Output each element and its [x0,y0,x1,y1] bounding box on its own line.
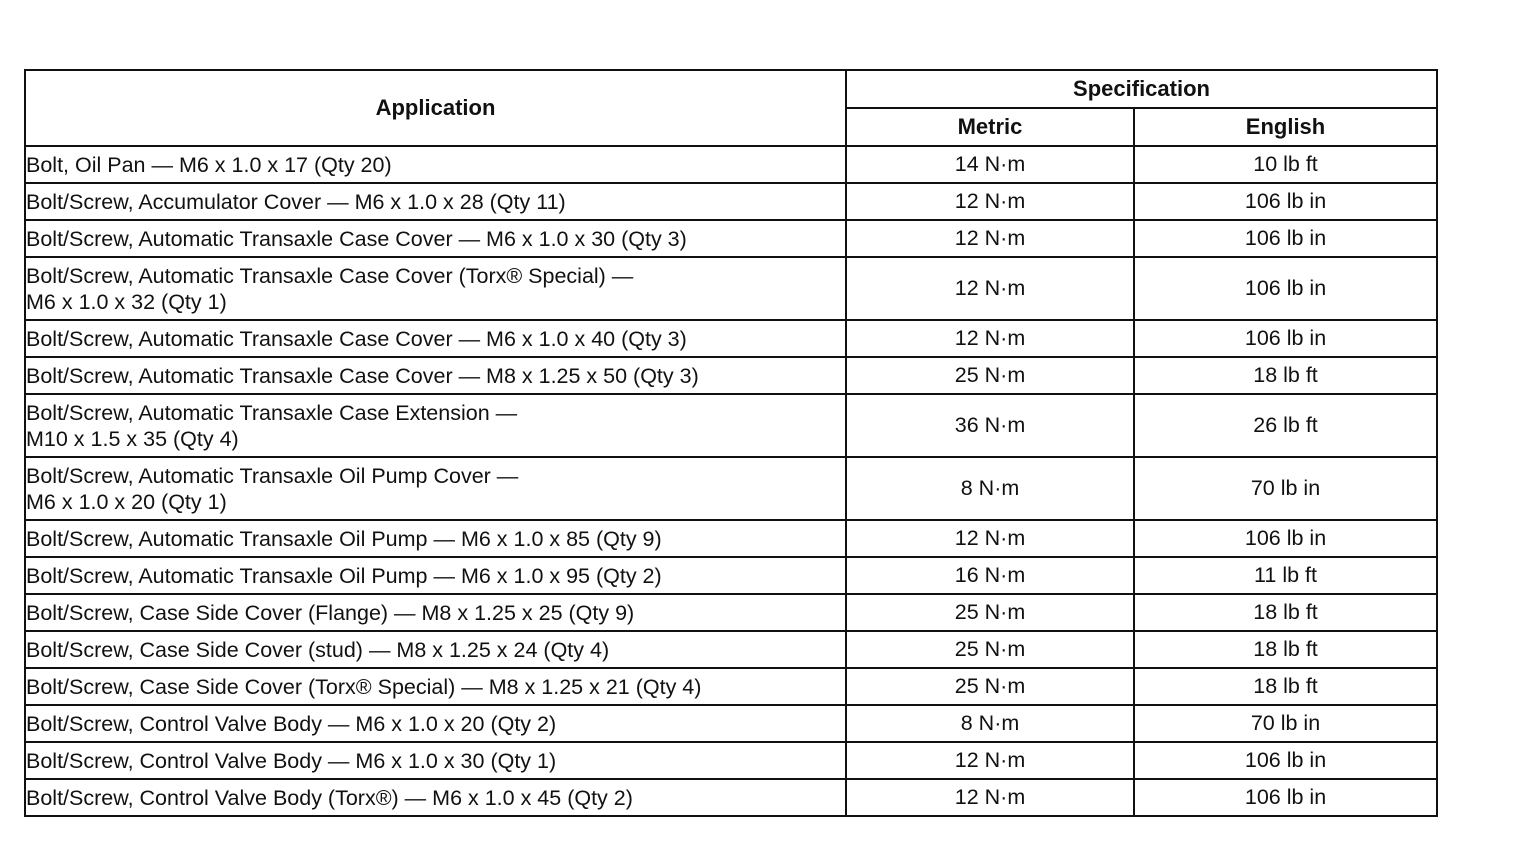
cell-metric: 16 N·m [846,557,1134,594]
table-row [25,146,1437,183]
cell-metric: 12 N·m [846,220,1134,257]
header-application: Application [25,70,846,146]
application-text-line: Bolt/Screw, Automatic Transaxle Case Cover — M8 x 1.25 x 50 (Qty 3) [26,363,699,388]
cell-application [25,520,846,557]
cell-english: 106 lb in [1134,520,1437,557]
cell-metric: 12 N·m [846,779,1134,816]
table-row [25,779,1437,816]
cell-english: 18 lb ft [1134,668,1437,705]
cell-english: 70 lb in [1134,457,1437,520]
cell-application [25,557,846,594]
application-text-line: Bolt/Screw, Automatic Transaxle Case Cover — M6 x 1.0 x 30 (Qty 3) [26,226,687,251]
cell-metric: 12 N·m [846,320,1134,357]
cell-application [25,183,846,220]
cell-metric: 25 N·m [846,631,1134,668]
application-text-line: Bolt/Screw, Case Side Cover (Torx® Special) — M8 x 1.25 x 21 (Qty 4) [26,674,702,699]
application-text-line: Bolt/Screw, Case Side Cover (stud) — M8 x 1.25 x 24 (Qty 4) [26,637,610,662]
table-body [25,146,1437,816]
cell-application [25,457,846,520]
table-row [25,520,1437,557]
cell-english: 106 lb in [1134,779,1437,816]
application-text-line: Bolt/Screw, Case Side Cover (Flange) — M8 x 1.25 x 25 (Qty 9) [26,600,635,625]
cell-english: 106 lb in [1134,320,1437,357]
cell-metric: 25 N·m [846,668,1134,705]
table-row [25,357,1437,394]
cell-metric: 12 N·m [846,257,1134,320]
cell-application [25,742,846,779]
cell-metric: 25 N·m [846,357,1134,394]
header-english: English [1134,108,1437,146]
header-specification: Specification [846,70,1437,108]
cell-application [25,320,846,357]
cell-english: 18 lb ft [1134,594,1437,631]
table-row [25,183,1437,220]
cell-metric: 25 N·m [846,594,1134,631]
application-text-line: Bolt/Screw, Automatic Transaxle Case Cover — M6 x 1.0 x 40 (Qty 3) [26,326,687,351]
cell-application [25,594,846,631]
cell-english: 106 lb in [1134,257,1437,320]
table-row [25,594,1437,631]
cell-metric: 12 N·m [846,183,1134,220]
fastener-torque-spec-table [24,69,1438,817]
table-row [25,742,1437,779]
table-row [25,668,1437,705]
cell-metric: 8 N·m [846,457,1134,520]
table-row [25,220,1437,257]
cell-metric: 12 N·m [846,742,1134,779]
cell-application [25,668,846,705]
application-text-line: Bolt/Screw, Control Valve Body — M6 x 1.0 x 30 (Qty 1) [26,748,557,773]
table-row [25,705,1437,742]
cell-english: 26 lb ft [1134,394,1437,457]
application-text-line: Bolt/Screw, Automatic Transaxle Oil Pump — M6 x 1.0 x 85 (Qty 9) [26,526,662,551]
header-metric: Metric [846,108,1134,146]
cell-english: 106 lb in [1134,742,1437,779]
table-row [25,257,1437,320]
table-row [25,631,1437,668]
cell-english: 106 lb in [1134,220,1437,257]
table-row [25,320,1437,357]
cell-application [25,257,846,320]
application-text-line: M6 x 1.0 x 20 (Qty 1) [26,489,227,514]
cell-application [25,394,846,457]
table-row [25,394,1437,457]
application-text-line: Bolt/Screw, Control Valve Body (Torx®) — M6 x 1.0 x 45 (Qty 2) [26,785,633,810]
application-text-line: Bolt/Screw, Automatic Transaxle Oil Pump Cover — [26,463,519,488]
application-text-line: Bolt/Screw, Automatic Transaxle Case Extension — [26,400,518,425]
cell-english: 18 lb ft [1134,631,1437,668]
cell-metric: 12 N·m [846,520,1134,557]
application-text-line: M6 x 1.0 x 32 (Qty 1) [26,289,227,314]
application-text-line: Bolt/Screw, Automatic Transaxle Oil Pump — M6 x 1.0 x 95 (Qty 2) [26,563,662,588]
cell-english: 11 lb ft [1134,557,1437,594]
cell-application [25,357,846,394]
table-header [25,70,1437,146]
table-row [25,457,1437,520]
cell-english: 10 lb ft [1134,146,1437,183]
application-text-line: Bolt/Screw, Control Valve Body — M6 x 1.0 x 20 (Qty 2) [26,711,557,736]
cell-application [25,220,846,257]
table-row [25,557,1437,594]
cell-metric: 36 N·m [846,394,1134,457]
application-text-line: Bolt/Screw, Accumulator Cover — M6 x 1.0 x 28 (Qty 11) [26,189,566,214]
application-text-line: M10 x 1.5 x 35 (Qty 4) [26,426,239,451]
cell-application [25,705,846,742]
cell-application [25,779,846,816]
cell-application [25,631,846,668]
cell-english: 18 lb ft [1134,357,1437,394]
cell-application [25,146,846,183]
cell-english: 106 lb in [1134,183,1437,220]
application-text-line: Bolt/Screw, Automatic Transaxle Case Cover (Torx® Special) — [26,263,634,288]
cell-metric: 8 N·m [846,705,1134,742]
cell-metric: 14 N·m [846,146,1134,183]
cell-english: 70 lb in [1134,705,1437,742]
application-text-line: Bolt, Oil Pan — M6 x 1.0 x 17 (Qty 20) [26,152,392,177]
